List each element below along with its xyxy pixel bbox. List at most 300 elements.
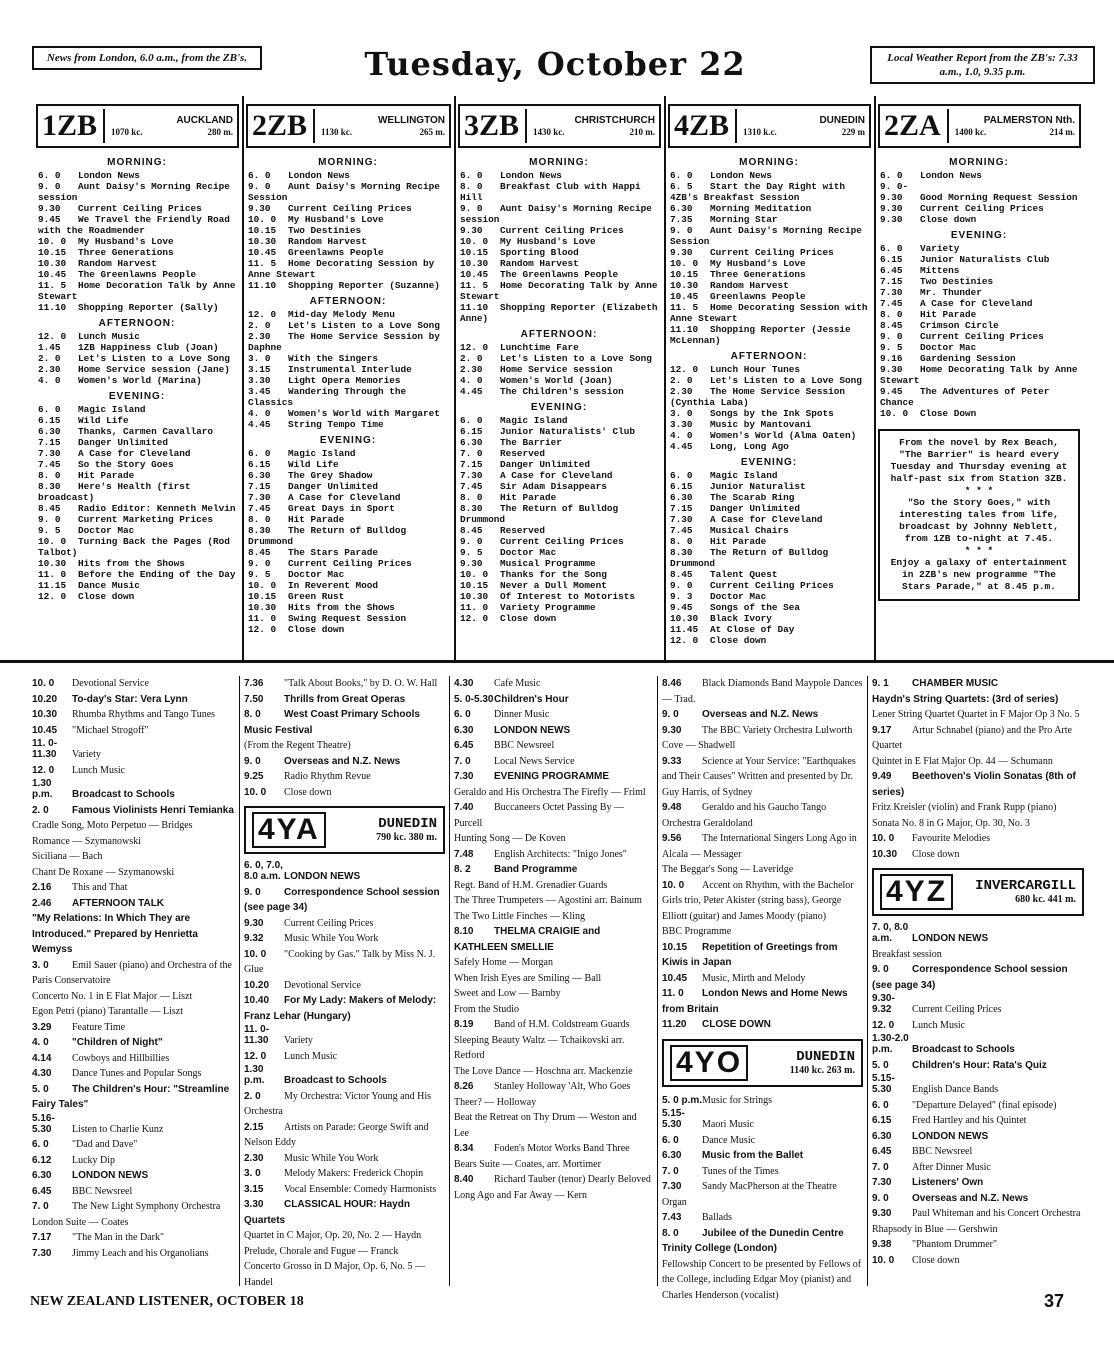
programme-title: Geraldo and his Gaucho Tango Orchestra Geraldoland <box>662 802 827 829</box>
programme-time: 9.38 <box>872 1239 892 1250</box>
programme-entry <box>454 707 653 723</box>
programme-entry <box>872 676 1084 692</box>
programme-entry <box>32 280 242 302</box>
programme-time: 8.30 <box>670 547 693 558</box>
programme-time: 6. 0 <box>880 170 903 181</box>
programme-time: 5.15-5.30 <box>872 1073 895 1095</box>
programme-time: 8.30 <box>460 503 483 514</box>
programme-title: In Reverent Mood <box>288 580 379 591</box>
programme-title: AFTERNOON TALK <box>72 897 165 909</box>
programme-entry <box>454 547 664 558</box>
programme-entry <box>32 989 235 1005</box>
programme-entry <box>32 203 242 214</box>
programme-entry <box>454 785 653 801</box>
programme-time: 8. 0 <box>460 492 483 503</box>
programme-title: Current Ceiling Prices <box>920 331 1044 342</box>
programme-title: "Cooking by Gas." Talk by Miss N. J. Glue <box>244 948 436 975</box>
programme-title: My Orchestra: Victor Young and His Orchestra <box>244 1090 431 1117</box>
programme-entry <box>244 1049 445 1065</box>
programme-time: 7. 0 <box>32 1201 49 1212</box>
programme-time: 12. 0 <box>244 1050 267 1062</box>
programme-time: 7.48 <box>454 848 474 860</box>
programme-time: 9. 0 <box>244 755 261 767</box>
programme-title: Music from the Ballet <box>702 1150 804 1161</box>
programme-time: 9. 0 <box>460 203 483 214</box>
programme-entry <box>872 769 1084 800</box>
programme-time: 10. 0 <box>38 236 67 247</box>
programme-entry <box>32 214 242 236</box>
programme-title: "The Man in the Dark" <box>72 1232 165 1243</box>
programme-entry <box>242 203 454 214</box>
programme-time: 3. 0 <box>244 1168 261 1179</box>
programme-entry <box>454 1064 653 1080</box>
programme-time: 9.25 <box>244 771 264 782</box>
programme-entry <box>32 503 242 514</box>
programme-entry <box>242 280 454 291</box>
programme-time: 10.15 <box>248 591 277 602</box>
programme-time: 6. 0 <box>460 170 483 181</box>
programme-entry <box>662 707 863 723</box>
programme-time: 12. 0 <box>670 635 699 646</box>
programme-entry <box>32 181 242 203</box>
programme-entry <box>664 591 874 602</box>
programme-entry <box>664 214 874 225</box>
programme-title: Hit Parade <box>500 492 557 503</box>
programme-title: Morning Star <box>710 214 778 225</box>
programme-time: 11.15 <box>38 580 67 591</box>
programme-title: Chant De Roxane — Szymanowski <box>32 866 175 878</box>
programme-time: 6.45 <box>454 740 474 751</box>
programme-title: My Husband's Love <box>710 258 806 269</box>
note-stars: * * * <box>964 545 994 556</box>
programme-entry <box>32 426 242 437</box>
programme-time: 6.45 <box>872 1146 892 1157</box>
programme-title: Lunch Music <box>912 1019 966 1031</box>
programme-title: Black Diamonds Band Maypole Dances — Trad. <box>662 678 863 705</box>
programme-entry <box>664 536 874 547</box>
programme-entry <box>874 265 1084 276</box>
programme-time: 7.45 <box>670 525 693 536</box>
programme-title: The BBC Variety Orchestra Lulworth Cove — Shadwell <box>662 724 853 751</box>
programme-title: Two Destinies <box>288 225 362 236</box>
programme-time: 1.30 p.m. <box>32 778 53 800</box>
programme-title: Radio Editor: Kenneth Melvin <box>78 503 236 514</box>
programme-time: 7.36 <box>244 678 264 689</box>
programme-time: 11.20 <box>662 1019 687 1030</box>
programme-time: 5. 0-5.30 <box>454 693 494 705</box>
programme-title: Melody Makers: Frederick Chopin <box>284 1168 424 1179</box>
note-paragraph: Enjoy a galaxy of entertainment in 2ZB's new programme "The Stars Parade," at 8.45 p.m. <box>890 557 1068 592</box>
programme-time: 10.30 <box>460 591 489 602</box>
station-city: WELLINGTON <box>377 114 445 126</box>
station-city: DUNEDIN <box>819 114 865 126</box>
programme-time: 10.20 <box>32 693 58 705</box>
programme-title: Shopping Reporter (Jessie McLennan) <box>670 324 851 346</box>
programme-entry <box>242 624 454 635</box>
section-heading: MORNING: <box>949 157 1009 168</box>
programme-title: The Home Service Session by Daphne <box>248 331 440 353</box>
programme-time: 11. 5 <box>38 280 67 291</box>
programme-title: Songs of the Sea <box>710 602 801 613</box>
programme-title: Let's Listen to a Love Song <box>288 320 440 331</box>
programme-time: 2. 0 <box>38 353 61 364</box>
programme-entry <box>32 1246 235 1262</box>
programme-title: LONDON NEWS <box>912 933 989 944</box>
programme-time: 11. 5 <box>248 258 277 269</box>
programme-entry <box>244 676 445 692</box>
programme-time: 8. 2 <box>454 864 471 875</box>
programme-title: Hit Parade <box>710 536 767 547</box>
programme-entry <box>32 865 235 881</box>
programme-entry <box>662 1017 863 1033</box>
programme-time: 10. 0 <box>244 948 267 960</box>
programme-title: Music, Mirth and Melody <box>702 972 806 984</box>
section-heading: MORNING: <box>739 157 799 168</box>
station-frequency <box>955 127 1075 138</box>
station-header <box>668 104 871 148</box>
station-info <box>527 115 655 138</box>
programme-time: 10.40 <box>244 995 270 1006</box>
programme-title: EVENING PROGRAMME <box>494 771 610 782</box>
programme-title: Concerto No. 1 in E Flat Major — Liszt <box>32 990 193 1002</box>
programme-time: 9.30 <box>460 225 483 236</box>
programme-entry <box>242 214 454 225</box>
station-frequency <box>111 127 233 138</box>
programme-title: Listen to Charlie Kunz <box>72 1123 164 1135</box>
programme-entry <box>454 225 664 236</box>
programme-title: Here's Health (first broadcast) <box>38 481 191 503</box>
programme-title: Random Harvest <box>288 236 367 247</box>
programme-title: Buccaneers Octet Passing By — Purcell <box>454 802 624 829</box>
programme-entry <box>454 754 653 770</box>
programme-title: Close down <box>912 1254 960 1266</box>
programme-time: 10.30 <box>248 602 277 613</box>
programme-entry <box>32 1215 235 1231</box>
programme-entry <box>454 591 664 602</box>
programme-title: Danger Unlimited <box>710 503 801 514</box>
programme-entry <box>244 1166 445 1182</box>
programme-entry <box>454 247 664 258</box>
programme-title: Random Harvest <box>500 258 579 269</box>
programme-entry <box>874 342 1084 353</box>
programme-time: 10.45 <box>248 247 277 258</box>
programme-time: 11.10 <box>248 280 277 291</box>
programme-entry <box>874 386 1084 408</box>
programme-title: Science at Your Service: "Earthquakes and Their Causes" Written and presented by Dr. Guy Harris, of Sydney <box>662 755 856 798</box>
programme-entry <box>454 738 653 754</box>
programme-time: 10.15 <box>662 941 688 953</box>
programme-title: Current Ceiling Prices <box>78 203 202 214</box>
programme-entry <box>244 993 445 1024</box>
programme-time: 9. 0 <box>38 181 61 192</box>
programme-entry <box>872 1033 1084 1058</box>
programme-entry <box>454 986 653 1002</box>
programme-title: Swing Request Session <box>288 613 407 624</box>
programme-title: Greenlawns People <box>288 247 384 258</box>
programme-time: 4. 0 <box>460 375 483 386</box>
programme-title: Cafe Music <box>494 678 541 689</box>
programme-title: Tunes of the Times <box>702 1165 779 1177</box>
programme-title: London News and Home News from Britain <box>662 988 848 1015</box>
programme-title: London News <box>500 170 562 181</box>
programme-entry <box>244 1089 445 1120</box>
programme-time: 3.30 <box>244 1199 264 1210</box>
programme-entry <box>32 258 242 269</box>
programme-title: Sandy MacPherson at the Theatre Organ <box>662 1181 837 1208</box>
programme-entry <box>454 375 664 386</box>
programme-time: 5. 0 <box>32 1083 49 1095</box>
programme-title: Concerto Grosso in D Major, Op. 6, No. 5 — Handel <box>244 1261 425 1288</box>
station-info <box>105 115 233 138</box>
programme-entry <box>662 940 863 971</box>
programme-title: Home Decorating Session with Anne Stewart <box>670 302 868 324</box>
programme-entry <box>32 269 242 280</box>
programme-entry <box>662 1257 863 1304</box>
station-frequency <box>533 127 655 138</box>
programme-entry <box>454 492 664 503</box>
programme-entry <box>454 909 653 925</box>
programme-entry <box>242 320 454 331</box>
programme-title: Sonata No. 8 in G Major, Op. 30, No. 3 <box>872 817 1030 829</box>
programme-title: Siciliana — Bach <box>32 851 103 862</box>
programme-entry <box>454 448 664 459</box>
programme-entry <box>662 1164 863 1180</box>
programme-entry <box>242 375 454 386</box>
programme-title: Wandering Through the Classics <box>248 386 407 408</box>
programme-entry <box>664 302 874 324</box>
programme-entry <box>242 353 454 364</box>
programme-time: 9.56 <box>662 833 682 844</box>
programme-entry <box>872 847 1084 863</box>
programme-time: 2.30 <box>248 331 271 342</box>
programme-entry <box>874 170 1084 181</box>
programme-title: A Case for Cleveland <box>288 492 401 503</box>
programme-title: LONDON NEWS <box>72 1170 149 1181</box>
programme-entry <box>872 1237 1084 1253</box>
programme-title: Broadcast to Schools <box>284 1075 387 1086</box>
programme-title: The Adventures of Peter Chance <box>880 386 1050 408</box>
programme-entry <box>664 441 874 452</box>
programme-entry <box>242 331 454 353</box>
programme-time: 6. 0 <box>248 448 271 459</box>
programme-time: 9. 0-9.30 <box>880 181 909 203</box>
programme-time: 1.30-2.0 p.m. <box>872 1033 909 1055</box>
programme-entry <box>872 1206 1084 1237</box>
programme-time: 6.30 <box>872 1130 892 1142</box>
programme-entry <box>454 924 653 955</box>
programme-entry <box>32 1230 235 1246</box>
programme-time: 9. 0 <box>248 558 271 569</box>
programme-title: For My Lady: Makers of Melody: Franz Lehar (Hungary) <box>244 995 437 1022</box>
programme-entry <box>662 1093 863 1109</box>
programme-time: 6.12 <box>32 1154 52 1166</box>
programme-time: 8. 0 <box>662 1227 679 1239</box>
programme-time: 8.26 <box>454 1081 474 1092</box>
programme-title: Crimson Circle <box>920 320 999 331</box>
programme-time: 10.45 <box>670 291 699 302</box>
programme-entry <box>874 408 1084 419</box>
station-header <box>878 104 1081 148</box>
programme-time: 10.20 <box>244 979 270 991</box>
section-heading: EVENING: <box>950 230 1008 241</box>
programme-entry <box>662 924 863 940</box>
programme-title: Women's World (Alma Oaten) <box>710 430 857 441</box>
programme-title: Current Ceiling Prices <box>288 203 412 214</box>
barrier-note-box <box>878 429 1080 601</box>
programme-entry <box>662 723 863 754</box>
programme-time: 3. 0 <box>248 353 271 364</box>
programme-time: 10. 0 <box>670 258 699 269</box>
programme-entry <box>454 181 664 203</box>
programme-title: Three Generations <box>710 269 806 280</box>
programme-entry <box>242 591 454 602</box>
programme-title: This and That <box>72 882 128 893</box>
programme-time: 11.10 <box>670 324 699 335</box>
programme-title: London News <box>288 170 350 181</box>
programme-title: Beat the Retreat on Thy Drum — Weston and Lee <box>454 1112 637 1139</box>
station-info <box>748 1049 855 1077</box>
programme-title: Magic Island <box>710 470 778 481</box>
programme-title: Hit Parade <box>920 309 977 320</box>
programme-time: 6.15 <box>670 481 693 492</box>
programme-title: My Husband's Love <box>500 236 596 247</box>
programme-title: Romance — Szymanowski <box>32 835 141 847</box>
programme-entry <box>874 320 1084 331</box>
programme-entry <box>32 353 242 364</box>
programme-time: 7.30 <box>662 1181 682 1192</box>
programme-time: 7.15 <box>38 437 61 448</box>
station-frequency: 790 kc. 380 m. <box>376 832 437 843</box>
programme-time: 10.30 <box>670 613 699 624</box>
programme-entry <box>874 287 1084 298</box>
programme-title: Good Morning Request Session <box>920 192 1078 203</box>
programme-time: 2.30 <box>244 1152 264 1164</box>
programme-entry <box>454 613 664 624</box>
programme-title: Doctor Mac <box>710 591 767 602</box>
programme-title: Ballads <box>702 1212 732 1223</box>
programme-time: 7. 0 <box>460 448 483 459</box>
programme-title: Green Rust <box>288 591 345 602</box>
programme-entry <box>664 580 874 591</box>
programme-title: Quintet in E Flat Major Op. 44 — Schumann <box>872 755 1053 767</box>
programme-time: 11. 5 <box>670 302 699 313</box>
programme-time: 5.15-5.30 <box>662 1108 685 1130</box>
programme-time: 7.35 <box>670 214 693 225</box>
programme-time: 10. 0 <box>662 879 685 891</box>
publication-footer: NEW ZEALAND LISTENER, OCTOBER 18 <box>30 1294 304 1309</box>
programme-entry <box>664 481 874 492</box>
programme-entry <box>454 1110 653 1141</box>
programme-title: Home Decorating Session by Anne Stewart <box>248 258 435 280</box>
programme-title: Hits from the Shows <box>78 558 185 569</box>
programme-entry <box>664 525 874 536</box>
programme-title: Lunch Music <box>72 764 126 776</box>
weather-note: Local Weather Report from the ZB's: 7.33 a.m., 1.0, 9.35 p.m. <box>870 46 1095 84</box>
programme-title: Emil Sauer (piano) and Orchestra of the Paris Conservatoire <box>32 959 232 986</box>
page-number: 37 <box>1043 1291 1064 1311</box>
programme-time: 9.30 <box>880 214 903 225</box>
programme-entry <box>32 692 235 708</box>
note-paragraph: "So the Story Goes," with interesting tales from life, broadcast by Johnny Neblett, from 1ZB to-night at 7.45. <box>899 497 1059 544</box>
programme-entry <box>664 492 874 503</box>
programme-entry <box>664 547 874 569</box>
programme-title: Current Ceiling Prices <box>920 203 1044 214</box>
programme-title: Current Marketing Prices <box>78 514 214 525</box>
station-wavelength: 210 m. <box>629 126 655 137</box>
programme-time: 8. 0 <box>248 514 271 525</box>
programme-title: Correspondence School session (see page 34) <box>244 886 440 913</box>
programme-entry <box>454 558 664 569</box>
station-info <box>949 115 1075 138</box>
programme-entry <box>32 481 242 503</box>
programme-time: 5. 0 <box>872 1059 889 1071</box>
programme-title: Junior Naturalists' Club <box>500 426 636 437</box>
programme-entry <box>244 860 445 885</box>
programme-title: Musical Programme <box>500 558 596 569</box>
programme-entry <box>664 375 874 386</box>
programme-title: Let's Listen to a Love Song <box>500 353 652 364</box>
programme-title: The Return of Bulldog Drummond <box>460 503 619 525</box>
programme-title: The Home Service Session (Cynthia Laba) <box>670 386 846 408</box>
programme-title: London News <box>78 170 140 181</box>
programme-entry <box>32 1137 235 1153</box>
programme-entry <box>454 893 653 909</box>
programme-entry <box>32 803 235 819</box>
programme-time: 9. 1 <box>872 678 889 689</box>
programme-title: Current Ceiling Prices <box>912 1004 1002 1015</box>
programme-entry <box>874 214 1084 225</box>
programme-title: "Children of Night" <box>72 1037 163 1048</box>
programme-entry <box>874 203 1084 214</box>
programme-time: 12. 0 <box>670 364 699 375</box>
programme-entry <box>242 580 454 591</box>
programme-title: "Phantom Drummer" <box>912 1239 998 1250</box>
programme-title: Current Ceiling Prices <box>710 247 834 258</box>
programme-title: My Husband's Love <box>78 236 174 247</box>
programme-entry <box>872 922 1084 947</box>
station-call-sign: 1ZB <box>42 109 105 143</box>
station-frequency: 1140 kc. 263 m. <box>789 1064 855 1076</box>
programme-entry <box>32 375 242 386</box>
station-frequency <box>743 127 865 138</box>
programme-entry <box>874 243 1084 254</box>
programme-title: Women's World with Margaret <box>288 408 440 419</box>
programme-entry <box>242 602 454 613</box>
programme-title: BBC Programme <box>662 926 732 937</box>
programme-time: 4. 0 <box>670 430 693 441</box>
programme-time: 6.15 <box>872 1115 892 1126</box>
programme-time: 2.15 <box>244 1121 264 1133</box>
programme-title: Variety <box>284 1035 313 1046</box>
station-kc: 1400 kc. <box>954 126 987 137</box>
programme-title: Aunt Daisy's Morning Recipe Session <box>248 181 440 203</box>
programme-title: Hit Parade <box>288 514 345 525</box>
programme-entry <box>32 236 242 247</box>
programme-title: String Tempo Time <box>288 419 384 430</box>
programme-entry <box>244 1259 445 1290</box>
programme-time: 9. 5 <box>460 547 483 558</box>
programme-time: 7.30 <box>32 1247 52 1259</box>
station-call-sign: 2ZB <box>252 109 315 143</box>
station-logo-4ya <box>244 806 445 854</box>
programme-title: Foden's Motor Works Band Three Bears Suite — Coates, arr. Mortimer <box>454 1143 630 1170</box>
programme-time: 10.15 <box>460 580 489 591</box>
programme-title: LONDON NEWS <box>912 1130 989 1142</box>
programme-entry <box>664 280 874 291</box>
programme-time: 8.40 <box>454 1174 474 1185</box>
programme-title: Listeners' Own <box>912 1177 984 1188</box>
programme-time: 6. 0 <box>248 170 271 181</box>
